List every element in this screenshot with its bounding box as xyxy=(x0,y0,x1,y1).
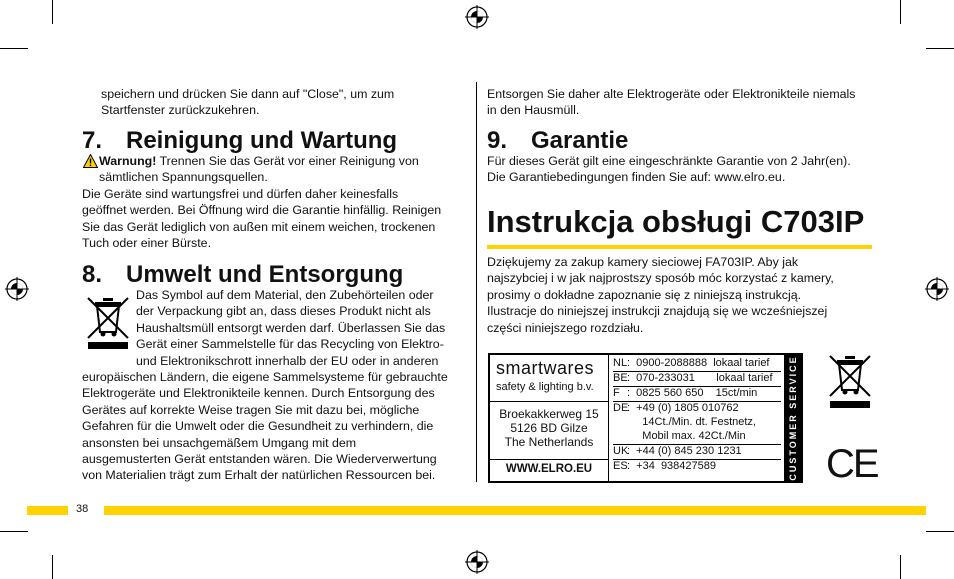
text-line: sämtlichen Spannungsquellen. xyxy=(99,170,268,185)
polish-intro xyxy=(487,254,887,336)
title-underline xyxy=(487,245,872,249)
weee-bin-icon xyxy=(826,350,874,410)
country-code: NL xyxy=(613,357,628,369)
warranty-text xyxy=(487,153,887,186)
crop-mark xyxy=(52,0,53,24)
section-number: 7. xyxy=(82,127,103,154)
registration-mark-icon xyxy=(465,5,489,29)
text-line: Entsorgen Sie daher alte Elektrogeräte oder Elektronikteile niemals xyxy=(487,87,856,101)
text-line: Das Symbol auf dem Material, den Zubehörteilen oder xyxy=(136,288,434,302)
crop-mark xyxy=(926,531,954,532)
phone-value: : +34 938427589 xyxy=(627,460,716,472)
phone-value: 14Ct./Min. dt. Festnetz, xyxy=(627,416,756,428)
crop-mark xyxy=(0,531,28,532)
text-line: Startfenster zurückzukehren. xyxy=(101,103,260,118)
phone-value: : 070-233031 lokaal tarief xyxy=(627,372,773,384)
text-line: Sie das Gerät lediglich von außen mit einem weichen, trockenen xyxy=(82,219,436,234)
address xyxy=(490,407,608,449)
crop-mark xyxy=(900,0,901,24)
text-line: Tuch oder einer Bürste. xyxy=(82,236,212,251)
ce-mark: CE xyxy=(826,442,878,486)
section-title: Umwelt und Entsorgung xyxy=(126,261,404,288)
footer-bar-right xyxy=(104,506,926,515)
registration-mark-icon xyxy=(465,550,489,574)
phone-value: : +44 (0) 845 230 1231 xyxy=(627,445,742,457)
crop-mark xyxy=(52,555,53,579)
country-code: BE xyxy=(613,372,628,384)
text-line: der Verpackung gibt an, dass dieses Produkt nicht als xyxy=(136,304,431,319)
manual-title: Instrukcja obsługi C703IP xyxy=(487,204,865,239)
text-line: Ilustracje do niniejszej instrukcji znajdują się we wcześniejszej xyxy=(487,304,828,319)
phone-row xyxy=(613,357,781,372)
weee-text-side xyxy=(136,287,472,369)
phone-value: : 0825 560 650 15ct/min xyxy=(627,387,758,399)
text-line: europäischen Ländern, die eigene Sammelsysteme für gebrauchte xyxy=(82,370,448,384)
phone-value: Mobil max. 42Ct./Min xyxy=(627,430,746,442)
section-7-heading xyxy=(82,128,397,154)
address-line: 5126 BD Gilze xyxy=(510,421,588,435)
text-line: najszybciej i w jak najprostszy sposób móc korzystać z kamery, xyxy=(487,271,834,286)
text-line: Die Geräte sind wartungsfrei und dürfen daher keinesfalls xyxy=(82,186,399,201)
text-line: ausgemusterten Gerät entstanden wären. Die Wiederverwertung xyxy=(82,452,437,467)
text-line: speichern und drücken Sie dann auf "Close", um zum xyxy=(101,87,395,101)
warning-icon xyxy=(83,154,98,168)
phone-row xyxy=(613,460,781,474)
customer-service-box xyxy=(488,353,803,483)
country-code: DE xyxy=(613,402,629,414)
crop-mark xyxy=(900,555,901,579)
text-line: in den Hausmüll. xyxy=(487,103,580,118)
section-9-heading xyxy=(487,128,628,154)
right-intro xyxy=(487,86,887,119)
phone-row xyxy=(613,430,781,445)
registration-mark-icon xyxy=(5,277,29,301)
registration-mark-icon xyxy=(925,277,949,301)
brand-name: smartwares xyxy=(496,358,595,378)
section-title: Garantie xyxy=(531,127,629,154)
text-line: Die Garantiebedingungen finden Sie auf: www.elro.eu. xyxy=(487,170,786,185)
phone-row xyxy=(613,387,781,402)
section-number: 8. xyxy=(82,261,103,288)
phone-row xyxy=(613,372,781,387)
text-line: Elektrogeräte und Elektronikteile kennen. Durch Entsorgung des xyxy=(82,386,435,401)
text-line: prosimy o dokładne zapoznanie się z niniejszą instrukcją. xyxy=(487,287,802,302)
text-line: Gefahren für die Umwelt oder die Gesundheit zu verhindern, die xyxy=(82,419,434,434)
weee-bin-icon xyxy=(84,292,132,350)
phone-list xyxy=(613,357,781,474)
text-line: Gerätes auf korrekte Weise tragen Sie mit dazu bei, mögliche xyxy=(82,402,420,417)
country-code: F xyxy=(613,387,620,399)
text-line: Gerät einer Sammelstelle für das Recycling von Elektro- xyxy=(136,337,444,352)
customer-service-label: CUSTOMER SERVICE xyxy=(787,355,798,481)
address-line: The Netherlands xyxy=(504,435,594,449)
left-intro xyxy=(101,86,471,119)
customer-service-band xyxy=(784,355,801,481)
text-line: Dziękujemy za zakup kamery sieciowej FA703IP. Aby jak xyxy=(487,255,799,269)
brand-tagline: safety & lighting b.v. xyxy=(496,381,594,393)
column-divider xyxy=(476,82,477,482)
phone-row xyxy=(613,416,781,430)
weee-text-full xyxy=(82,369,474,484)
country-code: UK xyxy=(613,445,629,457)
text-line: części niniejszego rozdziału. xyxy=(487,320,644,335)
warning-label: Warnung! xyxy=(99,154,157,168)
section-title: Reinigung und Wartung xyxy=(126,127,398,154)
phone-row xyxy=(613,445,781,460)
text-line: Haushaltsmüll entsorgt werden darf. Überlassen Sie das xyxy=(136,320,446,335)
text-line: ansonsten bei unsachgemäßem Umgang mit dem xyxy=(82,435,357,450)
phone-value: : +49 (0) 1805 010762 xyxy=(627,402,739,414)
section-8-heading xyxy=(82,262,403,288)
phone-row xyxy=(613,402,781,416)
crop-mark xyxy=(0,48,28,49)
text-line: Für dieses Gerät gilt eine eingeschränkte Garantie von 2 Jahr(en). xyxy=(487,154,851,168)
crop-mark xyxy=(926,48,954,49)
page-number: 38 xyxy=(76,503,89,515)
website: WWW.ELRO.EU xyxy=(505,463,593,475)
text-line: und Elektronikschrott innerhalb der EU oder in anderen xyxy=(136,353,439,368)
text-line: Trennen Sie das Gerät vor einer Reinigung von xyxy=(156,154,419,168)
warning-block xyxy=(82,153,472,251)
brand-logo xyxy=(490,355,608,401)
text-line: geöffnet werden. Bei Öffnung wird die Garantie hinfällig. Reinigen xyxy=(82,203,442,218)
address-line: Broekakkerweg 15 xyxy=(499,407,599,421)
footer-bar-left xyxy=(27,506,68,515)
text-line: von Materialien trägt zum Erhalt der natürlichen Ressourcen bei. xyxy=(82,468,436,483)
phone-value: : 0900-2088888 lokaal tarief xyxy=(627,357,770,369)
section-number: 9. xyxy=(487,127,508,154)
country-code: ES xyxy=(613,460,628,472)
